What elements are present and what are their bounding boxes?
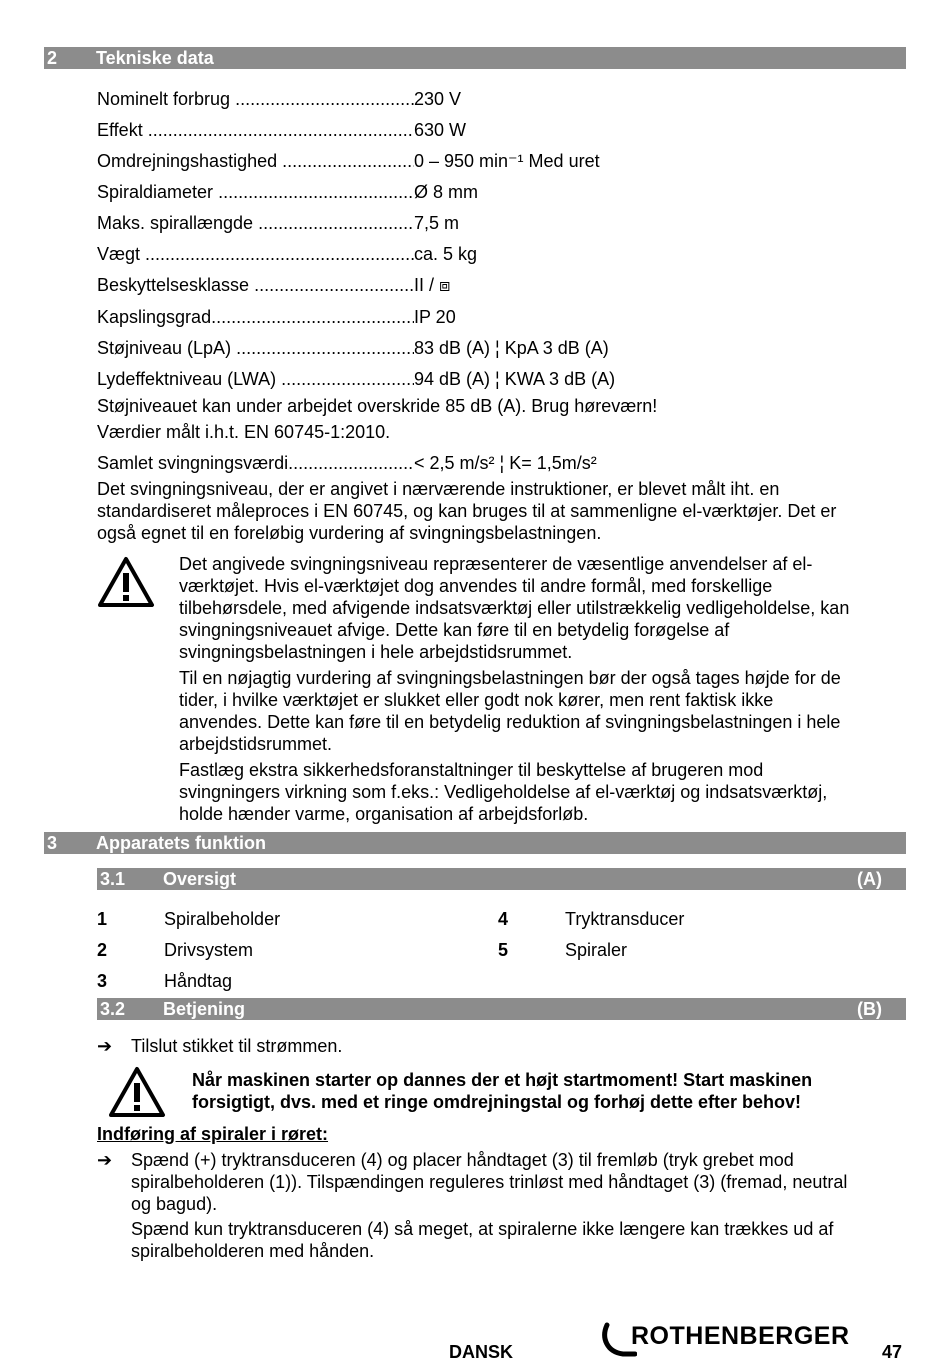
- spec-label: Nominelt forbrug .....: [97, 88, 415, 110]
- step-3-text: [131, 1218, 833, 1262]
- text-line: tilbehørsdele, med afvigende indsatsværktøj eller utilstrækkelig vedligeholdelse, kan: [179, 598, 850, 618]
- list-item: [498, 908, 508, 930]
- section-2-bar: [44, 47, 906, 69]
- item-number: 2: [97, 940, 108, 960]
- spec-label: Omdrejningshastighed .....: [97, 150, 415, 172]
- warning-1-text: [179, 553, 899, 825]
- text-line: spiralbeholderen (1)). Tilspændingen reguleres trinløst med håndtaget (3) (fremad, neutral: [131, 1172, 848, 1192]
- vibration-row: [97, 452, 797, 474]
- spec-label: Maks. spirallængde .....: [97, 212, 415, 234]
- text-line: holde hænder varme, organisation af arbejdsforløb.: [179, 804, 589, 824]
- footer-language: DANSK: [449, 1342, 514, 1362]
- spec-row: [97, 306, 797, 328]
- section-number: 3: [47, 833, 58, 853]
- step-text: Tilslut stikket til strømmen.: [131, 1036, 343, 1056]
- spec-label: Kapslingsgrad .....: [97, 306, 415, 328]
- figure-reference: (A): [857, 869, 882, 889]
- page-number: 47: [882, 1342, 903, 1362]
- spec-value: II / ⧈: [414, 275, 451, 295]
- arrow-right-icon: ➔: [97, 1150, 113, 1170]
- item-number: 3: [97, 971, 108, 991]
- spec-row: [97, 150, 797, 172]
- list-item: [97, 970, 107, 992]
- text-line: Fastlæg ekstra sikkerhedsforanstaltninger til beskyttelse af brugeren mod: [179, 760, 764, 780]
- spec-value: ca. 5 kg: [414, 244, 478, 264]
- section-3-2-bar: [97, 998, 906, 1020]
- warning-triangle-icon: [108, 1066, 166, 1118]
- list-item-label: Håndtag: [164, 971, 233, 991]
- section-3-1-bar: [97, 868, 906, 890]
- warning-2-text: [192, 1069, 812, 1113]
- spec-label: Støjniveau (LpA) .....: [97, 337, 415, 359]
- section-number: 3.1: [100, 869, 126, 889]
- text-line: Til en nøjagtig vurdering af svingningsbelastningen bør der også tages højde for de: [179, 668, 841, 688]
- text-line: også egnet til en foreløbig vurdering af svingningsbelastningen.: [97, 523, 602, 543]
- section-number: 3.2: [100, 999, 126, 1019]
- spec-row: [97, 181, 797, 203]
- text-line: arbejdstidsrummet.: [179, 734, 333, 754]
- text-line: Spænd (+) tryktransduceren (4) og placer håndtaget (3) til fremløb (tryk grebet mod: [131, 1150, 794, 1170]
- spec-label: Lydeffektniveau (LWA) .....: [97, 368, 415, 390]
- list-item-label: Tryktransducer: [565, 909, 685, 929]
- warning-paragraph: [179, 759, 899, 825]
- spec-label: Spiraldiameter .....: [97, 181, 415, 203]
- spec-value: < 2,5 m/s² ¦ K= 1,5m/s²: [414, 453, 597, 473]
- spec-label: Beskyttelsesklasse .....: [97, 274, 415, 296]
- list-item: [97, 908, 107, 930]
- arrow-right-icon: ➔: [97, 1036, 113, 1056]
- warning-paragraph: [179, 553, 899, 663]
- section-title: Oversigt: [163, 869, 237, 889]
- text-line: tider, i hvilke værktøjet er slukket eller godt nok kører, men rent faktisk ikke: [179, 690, 774, 710]
- text-line: forsigtigt, dvs. med et ringe omdrejningstal og forhøj dette efter behov!: [192, 1092, 802, 1112]
- spec-row: [97, 119, 797, 141]
- spec-value: IP 20: [414, 307, 456, 327]
- section-3-bar: [44, 832, 906, 854]
- spec-row: [97, 212, 797, 234]
- list-item: [498, 939, 508, 961]
- text-line: Det angivede svingningsniveau repræsenterer de væsentlige anvendelser af el-: [179, 554, 813, 574]
- item-number: 4: [498, 909, 509, 929]
- noise-note: Støjniveauet kan under arbejdet overskride 85 dB (A). Brug høreværn!: [97, 396, 658, 416]
- vibration-paragraph: [97, 478, 897, 544]
- brand-logo-text: ROTHENBERGER: [631, 1322, 850, 1350]
- list-item-label: Spiralbeholder: [164, 909, 281, 929]
- spec-label: Samlet svingningsværdi .....: [97, 452, 415, 474]
- spec-row: [97, 274, 797, 296]
- item-number: 1: [97, 909, 108, 929]
- measured-note: Værdier målt i.h.t. EN 60745-1:2010.: [97, 422, 391, 442]
- section-title: Betjening: [163, 999, 246, 1019]
- list-item-label: Drivsystem: [164, 940, 253, 960]
- text-line: Det svingningsniveau, der er angivet i nærværende instruktioner, er blevet målt iht. en: [97, 479, 780, 499]
- text-line: Når maskinen starter op dannes der et højt startmoment! Start maskinen: [192, 1070, 813, 1090]
- text-line: standardiseret måleproces i EN 60745, og kan bruges til at sammenligne el-værktøjer. Det er: [97, 501, 837, 521]
- list-item: [97, 939, 107, 961]
- text-line: svingningers virkning som f.eks.: Vedligeholdelse af el-værktøj og indsatsværktøj,: [179, 782, 828, 802]
- text-line: svingningsbelastningen i hele arbejdstidsrummet.: [179, 642, 573, 662]
- text-line: og bagud).: [131, 1194, 218, 1214]
- spec-value: 7,5 m: [414, 213, 460, 233]
- text-line: værktøjet. Hvis el-værktøjet dog anvendes til andre formål, med forskellige: [179, 576, 773, 596]
- spec-row: [97, 243, 797, 265]
- spec-value: 630 W: [414, 120, 467, 140]
- section-title: Apparatets funktion: [96, 833, 267, 853]
- item-number: 5: [498, 940, 509, 960]
- spec-row: [97, 88, 797, 110]
- section-title: Tekniske data: [96, 48, 214, 68]
- step-2-text: [131, 1149, 847, 1215]
- text-line: Spænd kun tryktransduceren (4) så meget, at spiralerne ikke længere kan trækkes ud af: [131, 1219, 834, 1239]
- spec-value: 94 dB (A) ¦ KWA 3 dB (A): [414, 369, 616, 389]
- list-item-label: Spiraler: [565, 940, 628, 960]
- subheading: Indføring af spiraler i røret:: [97, 1124, 329, 1144]
- spec-label: Effekt .....: [97, 119, 415, 141]
- spec-value: 230 V: [414, 89, 462, 109]
- section-number: 2: [47, 48, 58, 68]
- warning-triangle-icon: [97, 556, 155, 608]
- figure-reference: (B): [857, 999, 882, 1019]
- spec-row: [97, 368, 797, 390]
- spec-row: [97, 337, 797, 359]
- spec-value: Ø 8 mm: [414, 182, 479, 202]
- text-line: spiralbeholderen med hånden.: [131, 1241, 375, 1261]
- text-line: svingningsniveauet afvige. Dette kan føre til en betydelig forøgelse af: [179, 620, 730, 640]
- warning-paragraph: [179, 667, 899, 755]
- text-line: anvendes. Dette kan føre til en betydelig reduktion af svingningsbelastningen i hele: [179, 712, 841, 732]
- spec-value: 83 dB (A) ¦ KpA 3 dB (A): [414, 338, 609, 358]
- spec-label: Vægt .....: [97, 243, 415, 265]
- spec-value: 0 – 950 min⁻¹ Med uret: [414, 151, 600, 171]
